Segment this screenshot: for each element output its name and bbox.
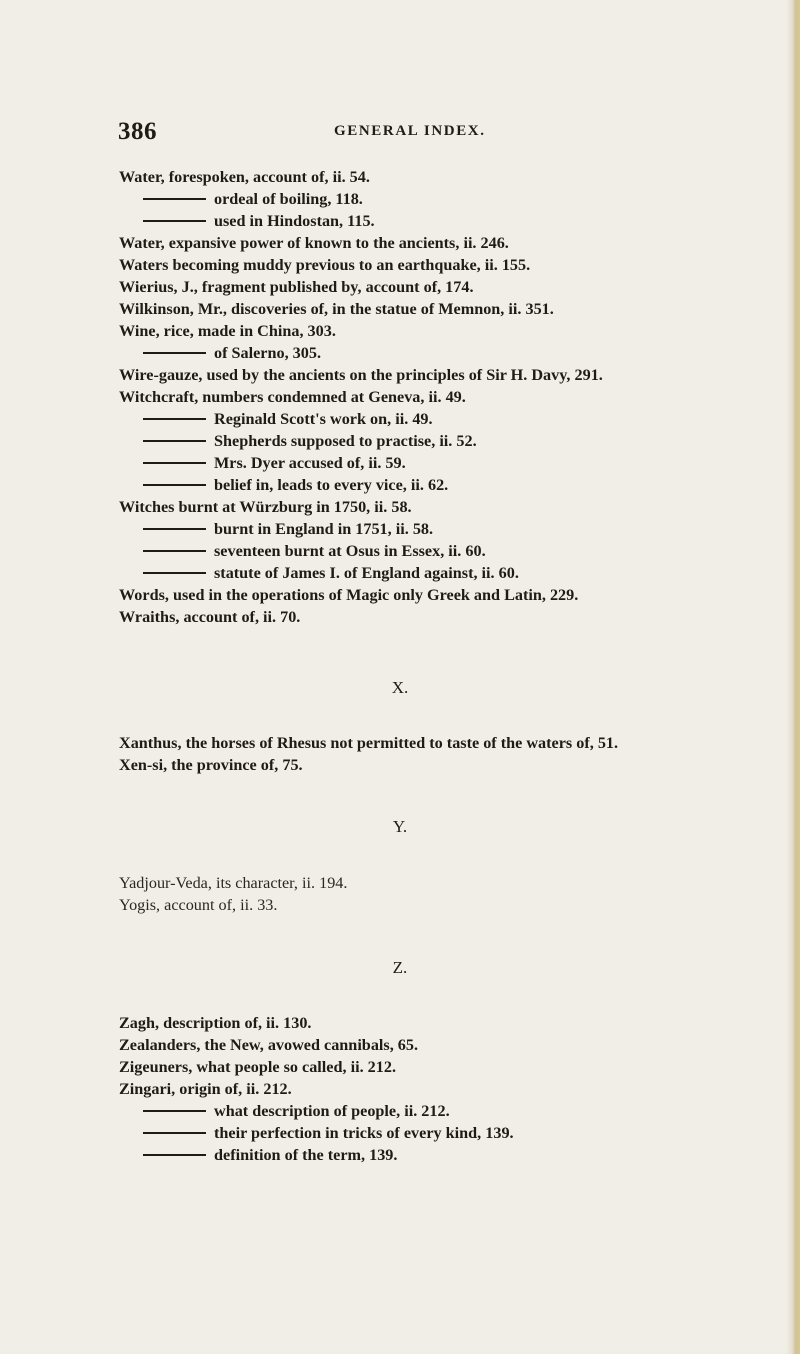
index-entry: Witches burnt at Würzburg in 1750, ii. 58. [119, 498, 412, 516]
index-subentry: their perfection in tricks of every kind, 139. [143, 1123, 514, 1143]
ditto-dash [143, 198, 206, 200]
index-subentry: used in Hindostan, 115. [143, 211, 375, 231]
index-entry: Xanthus, the horses of Rhesus not permitted to taste of the waters of, 51. [119, 734, 619, 752]
page-header [118, 118, 678, 146]
section-letter: Y. [392, 817, 408, 836]
index-subentry: burnt in England in 1751, ii. 58. [143, 519, 433, 539]
ditto-dash [143, 352, 206, 354]
index-entry: Words, used in the operations of Magic only Greek and Latin, 229. [119, 586, 579, 604]
ditto-dash [143, 1132, 206, 1134]
section-letter: Z. [392, 958, 408, 977]
ditto-dash [143, 572, 206, 574]
index-subentry: Mrs. Dyer accused of, ii. 59. [143, 453, 406, 473]
index-entry: Water, expansive power of known to the ancients, ii. 246. [119, 234, 509, 252]
section-letter: X. [391, 678, 409, 697]
index-entry: Wierius, J., fragment published by, account of, 174. [119, 278, 474, 296]
index-entry: Wilkinson, Mr., discoveries of, in the statue of Memnon, ii. 351. [119, 300, 554, 318]
index-entry: Zigeuners, what people so called, ii. 212. [119, 1058, 396, 1076]
index-subentry: seventeen burnt at Osus in Essex, ii. 60. [143, 541, 486, 561]
ditto-dash [143, 462, 206, 464]
index-subentry: of Salerno, 305. [143, 343, 321, 363]
ditto-dash [143, 440, 206, 442]
ditto-dash [143, 1110, 206, 1112]
index-subentry: Shepherds supposed to practise, ii. 52. [143, 431, 477, 451]
ditto-dash [143, 418, 206, 420]
ditto-dash [143, 550, 206, 552]
index-entry: Yogis, account of, ii. 33. [119, 896, 278, 914]
index-entry: Wraiths, account of, ii. 70. [119, 608, 301, 626]
index-entry: Water, forespoken, account of, ii. 54. [119, 168, 370, 186]
index-entry: Zingari, origin of, ii. 212. [119, 1080, 292, 1098]
index-entry: Zealanders, the New, avowed cannibals, 65. [119, 1036, 419, 1054]
page-number: 386 [118, 118, 157, 145]
index-subentry: statute of James I. of England against, ii. 60. [143, 563, 519, 583]
ditto-dash [143, 220, 206, 222]
running-head: GENERAL INDEX. [334, 123, 486, 139]
ditto-dash [143, 528, 206, 530]
index-entry: Waters becoming muddy previous to an earthquake, ii. 155. [119, 256, 531, 274]
index-entry: Xen-si, the province of, 75. [119, 756, 303, 774]
index-subentry: ordeal of boiling, 118. [143, 189, 363, 209]
index-entry: Zagh, description of, ii. 130. [119, 1014, 312, 1032]
index-subentry: definition of the term, 139. [143, 1145, 397, 1165]
index-entry: Yadjour-Veda, its character, ii. 194. [119, 874, 348, 892]
page-edge [786, 0, 800, 1354]
index-entry: Wine, rice, made in China, 303. [119, 322, 336, 340]
ditto-dash [143, 1154, 206, 1156]
index-entry: Witchcraft, numbers condemned at Geneva, ii. 49. [119, 388, 466, 406]
index-subentry: belief in, leads to every vice, ii. 62. [143, 475, 448, 495]
index-entry: Wire-gauze, used by the ancients on the principles of Sir H. Davy, 291. [119, 366, 603, 384]
ditto-dash [143, 484, 206, 486]
index-subentry: Reginald Scott's work on, ii. 49. [143, 409, 433, 429]
index-subentry: what description of people, ii. 212. [143, 1101, 450, 1121]
